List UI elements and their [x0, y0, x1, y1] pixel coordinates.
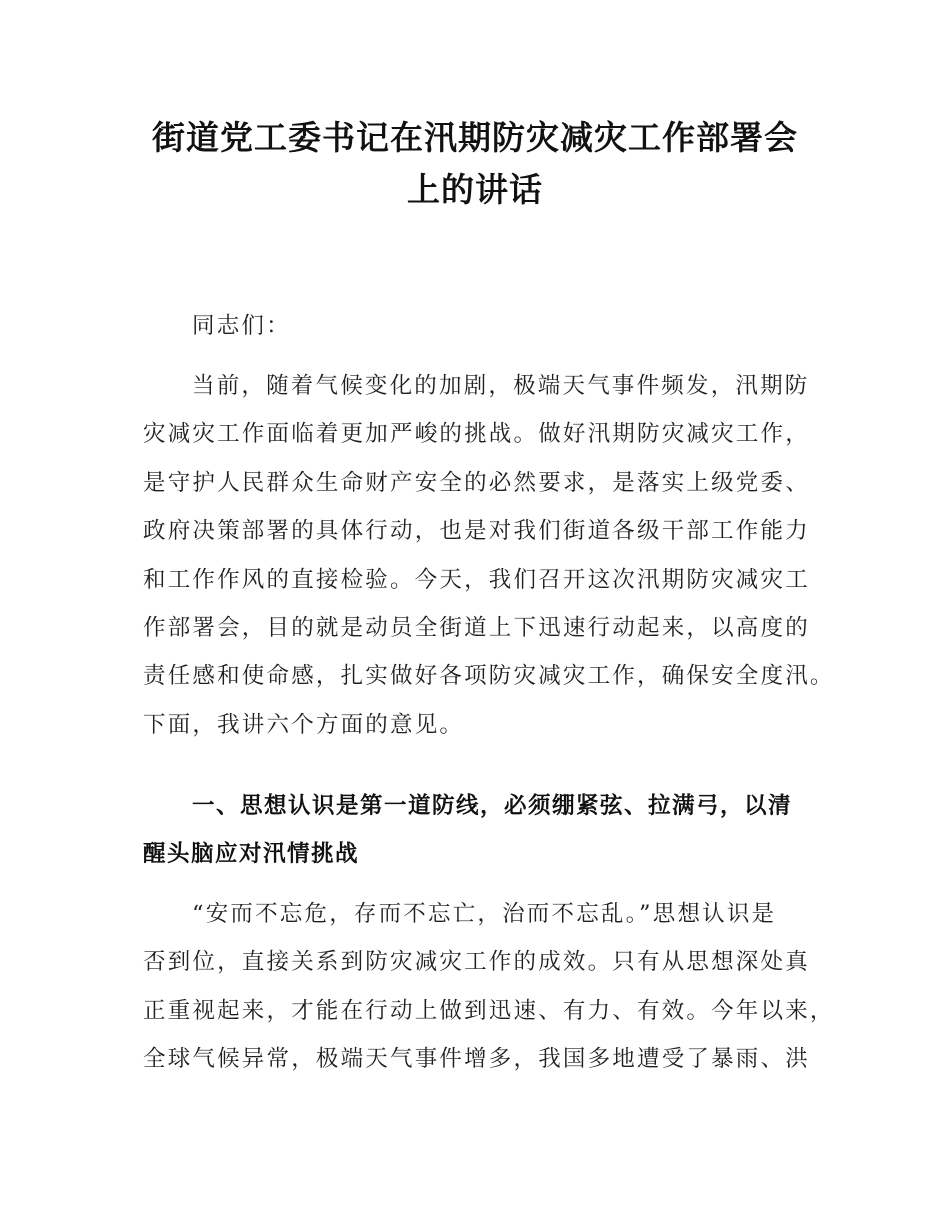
greeting-text: 同志们： — [192, 313, 291, 339]
greeting — [143, 302, 843, 350]
paragraph-line: 正重视起来，才能在行动上做到迅速、有力、有效。今年以来， — [143, 997, 835, 1024]
paragraph-line: 全球气候异常，极端天气事件增多，我国多地遭受了暴雨、洪 — [143, 1046, 810, 1073]
heading-line: 一、思想认识是第一道防线，必须绷紧弦、拉满弓，以清 — [192, 793, 793, 819]
document-title — [120, 112, 830, 216]
section-heading-1 — [143, 782, 843, 879]
paragraph-intro — [143, 362, 843, 749]
paragraph-line: 责任感和使命感，扎实做好各项防灾减灾工作，确保安全度汛。 — [143, 663, 835, 690]
paragraph-line: 下面，我讲六个方面的意见。 — [143, 711, 465, 738]
paragraph-line: 灾减灾工作面临着更加严峻的挑战。做好汛期防灾减灾工作， — [143, 421, 810, 448]
paragraph-line: 否到位，直接关系到防灾减灾工作的成效。只有从思想深处真 — [143, 949, 810, 976]
paragraph-line: 政府决策部署的具体行动，也是对我们街道各级干部工作能力 — [143, 518, 810, 545]
paragraph-line: 当前，随着气候变化的加剧，极端天气事件频发，汛期防 — [192, 373, 810, 399]
paragraph-line: 是守护人民群众生命财产安全的必然要求，是落实上级党委、 — [143, 469, 810, 496]
paragraph-line: “安而不忘危，存而不忘亡，治而不忘乱。”思想认识是 — [192, 901, 777, 927]
paragraph-line: 作部署会，目的就是动员全街道上下迅速行动起来，以高度的 — [143, 615, 810, 642]
paragraph-section-1 — [143, 890, 843, 1084]
paragraph-line: 和工作作风的直接检验。今天，我们召开这次汛期防灾减灾工 — [143, 566, 810, 593]
title-line: 上的讲话 — [407, 170, 543, 209]
heading-line: 醒头脑应对汛情挑战 — [143, 841, 360, 868]
title-line: 街道党工委书记在汛期防灾减灾工作部署会 — [152, 118, 798, 157]
